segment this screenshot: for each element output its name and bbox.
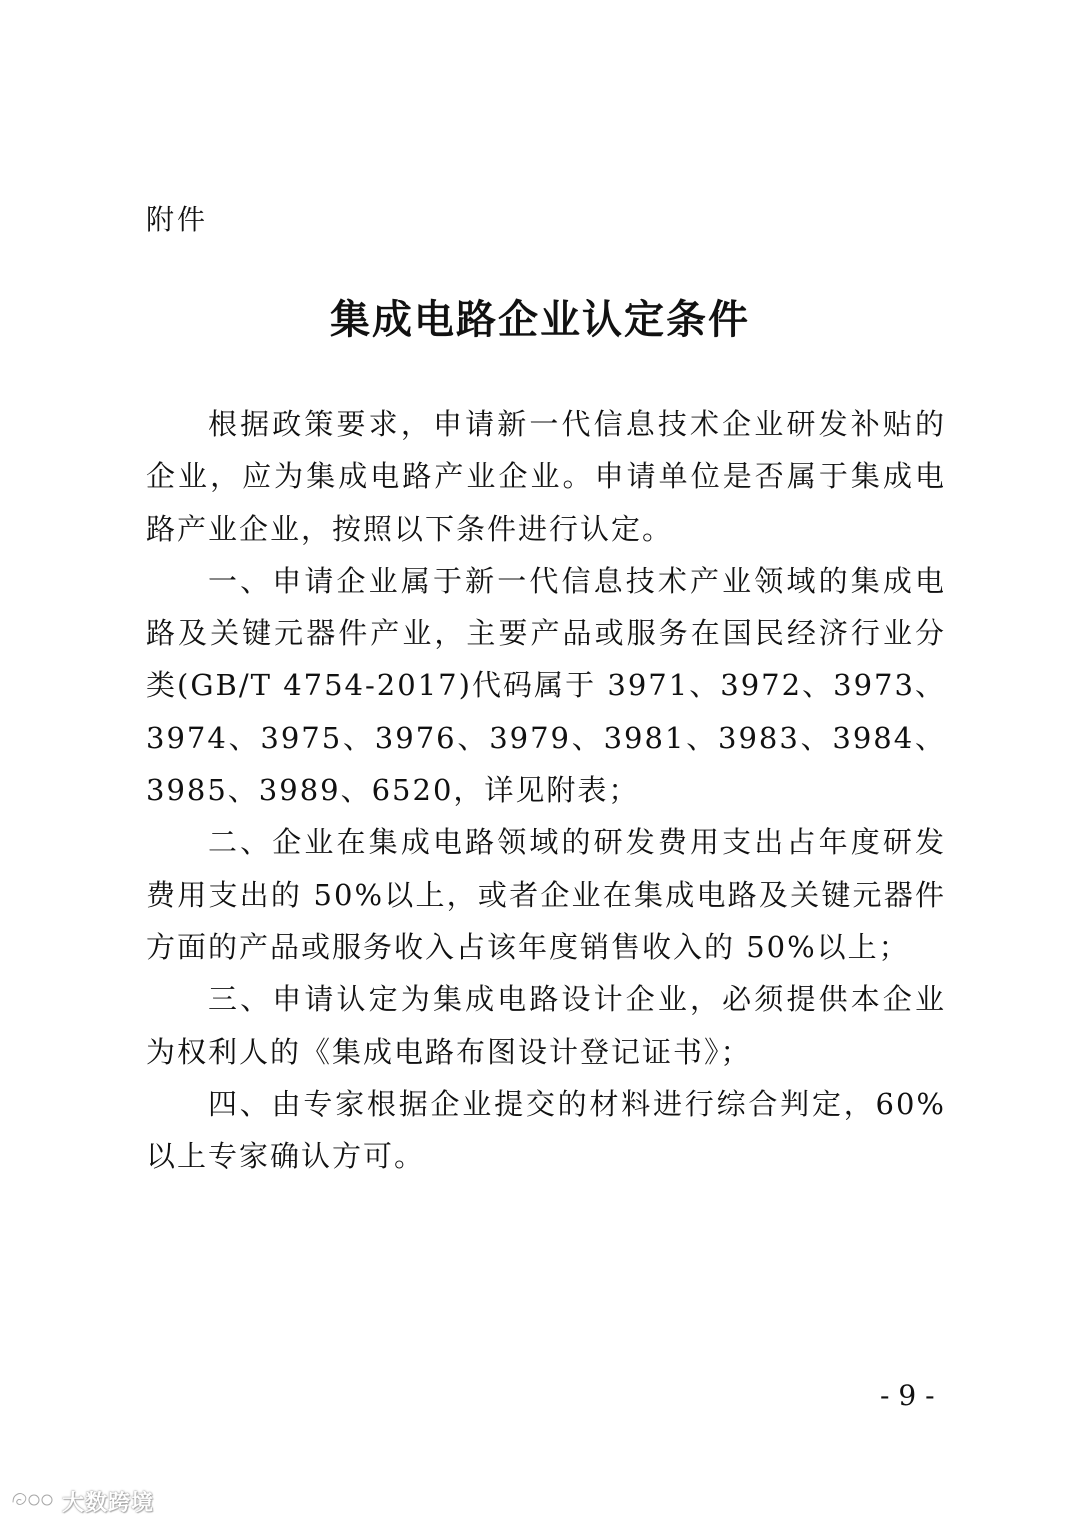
watermark	[10, 1486, 154, 1517]
document-title: 集成电路企业认定条件	[330, 297, 750, 343]
paragraph-condition-3: 三、申请认定为集成电路设计企业，必须提供本企业为权利人的《集成电路布图设计登记证书》；	[146, 982, 946, 1069]
page-number: - 9 -	[880, 1379, 935, 1412]
paragraph-condition-1: 一、申请企业属于新一代信息技术产业领域的集成电路及关键元器件产业，主要产品或服务在国民经济行业分类(GB/T 4754-2017)代码属于 3971、3972、3973、3974、3975、3976、3979、3981、3983、3984、3985、3989、6520，详见附表；	[146, 563, 946, 808]
watermark-text: 大数跨境	[62, 1491, 155, 1516]
document-body	[146, 398, 946, 1182]
dashuju-logo-icon	[10, 1488, 56, 1516]
paragraph-condition-4: 四、由专家根据企业提交的材料进行综合判定，60%以上专家确认方可。	[146, 1086, 946, 1174]
paragraph-condition-2: 二、企业在集成电路领域的研发费用支出占年度研发费用支出的 50%以上，或者企业在集成电路及关键元器件方面的产品或服务收入占该年度销售收入的 50%以上；	[146, 825, 946, 964]
paragraph-intro: 根据政策要求，申请新一代信息技术企业研发补贴的企业，应为集成电路产业企业。申请单位是否属于集成电路产业企业，按照以下条件进行认定。	[146, 407, 946, 546]
attachment-label: 附件	[146, 203, 209, 236]
